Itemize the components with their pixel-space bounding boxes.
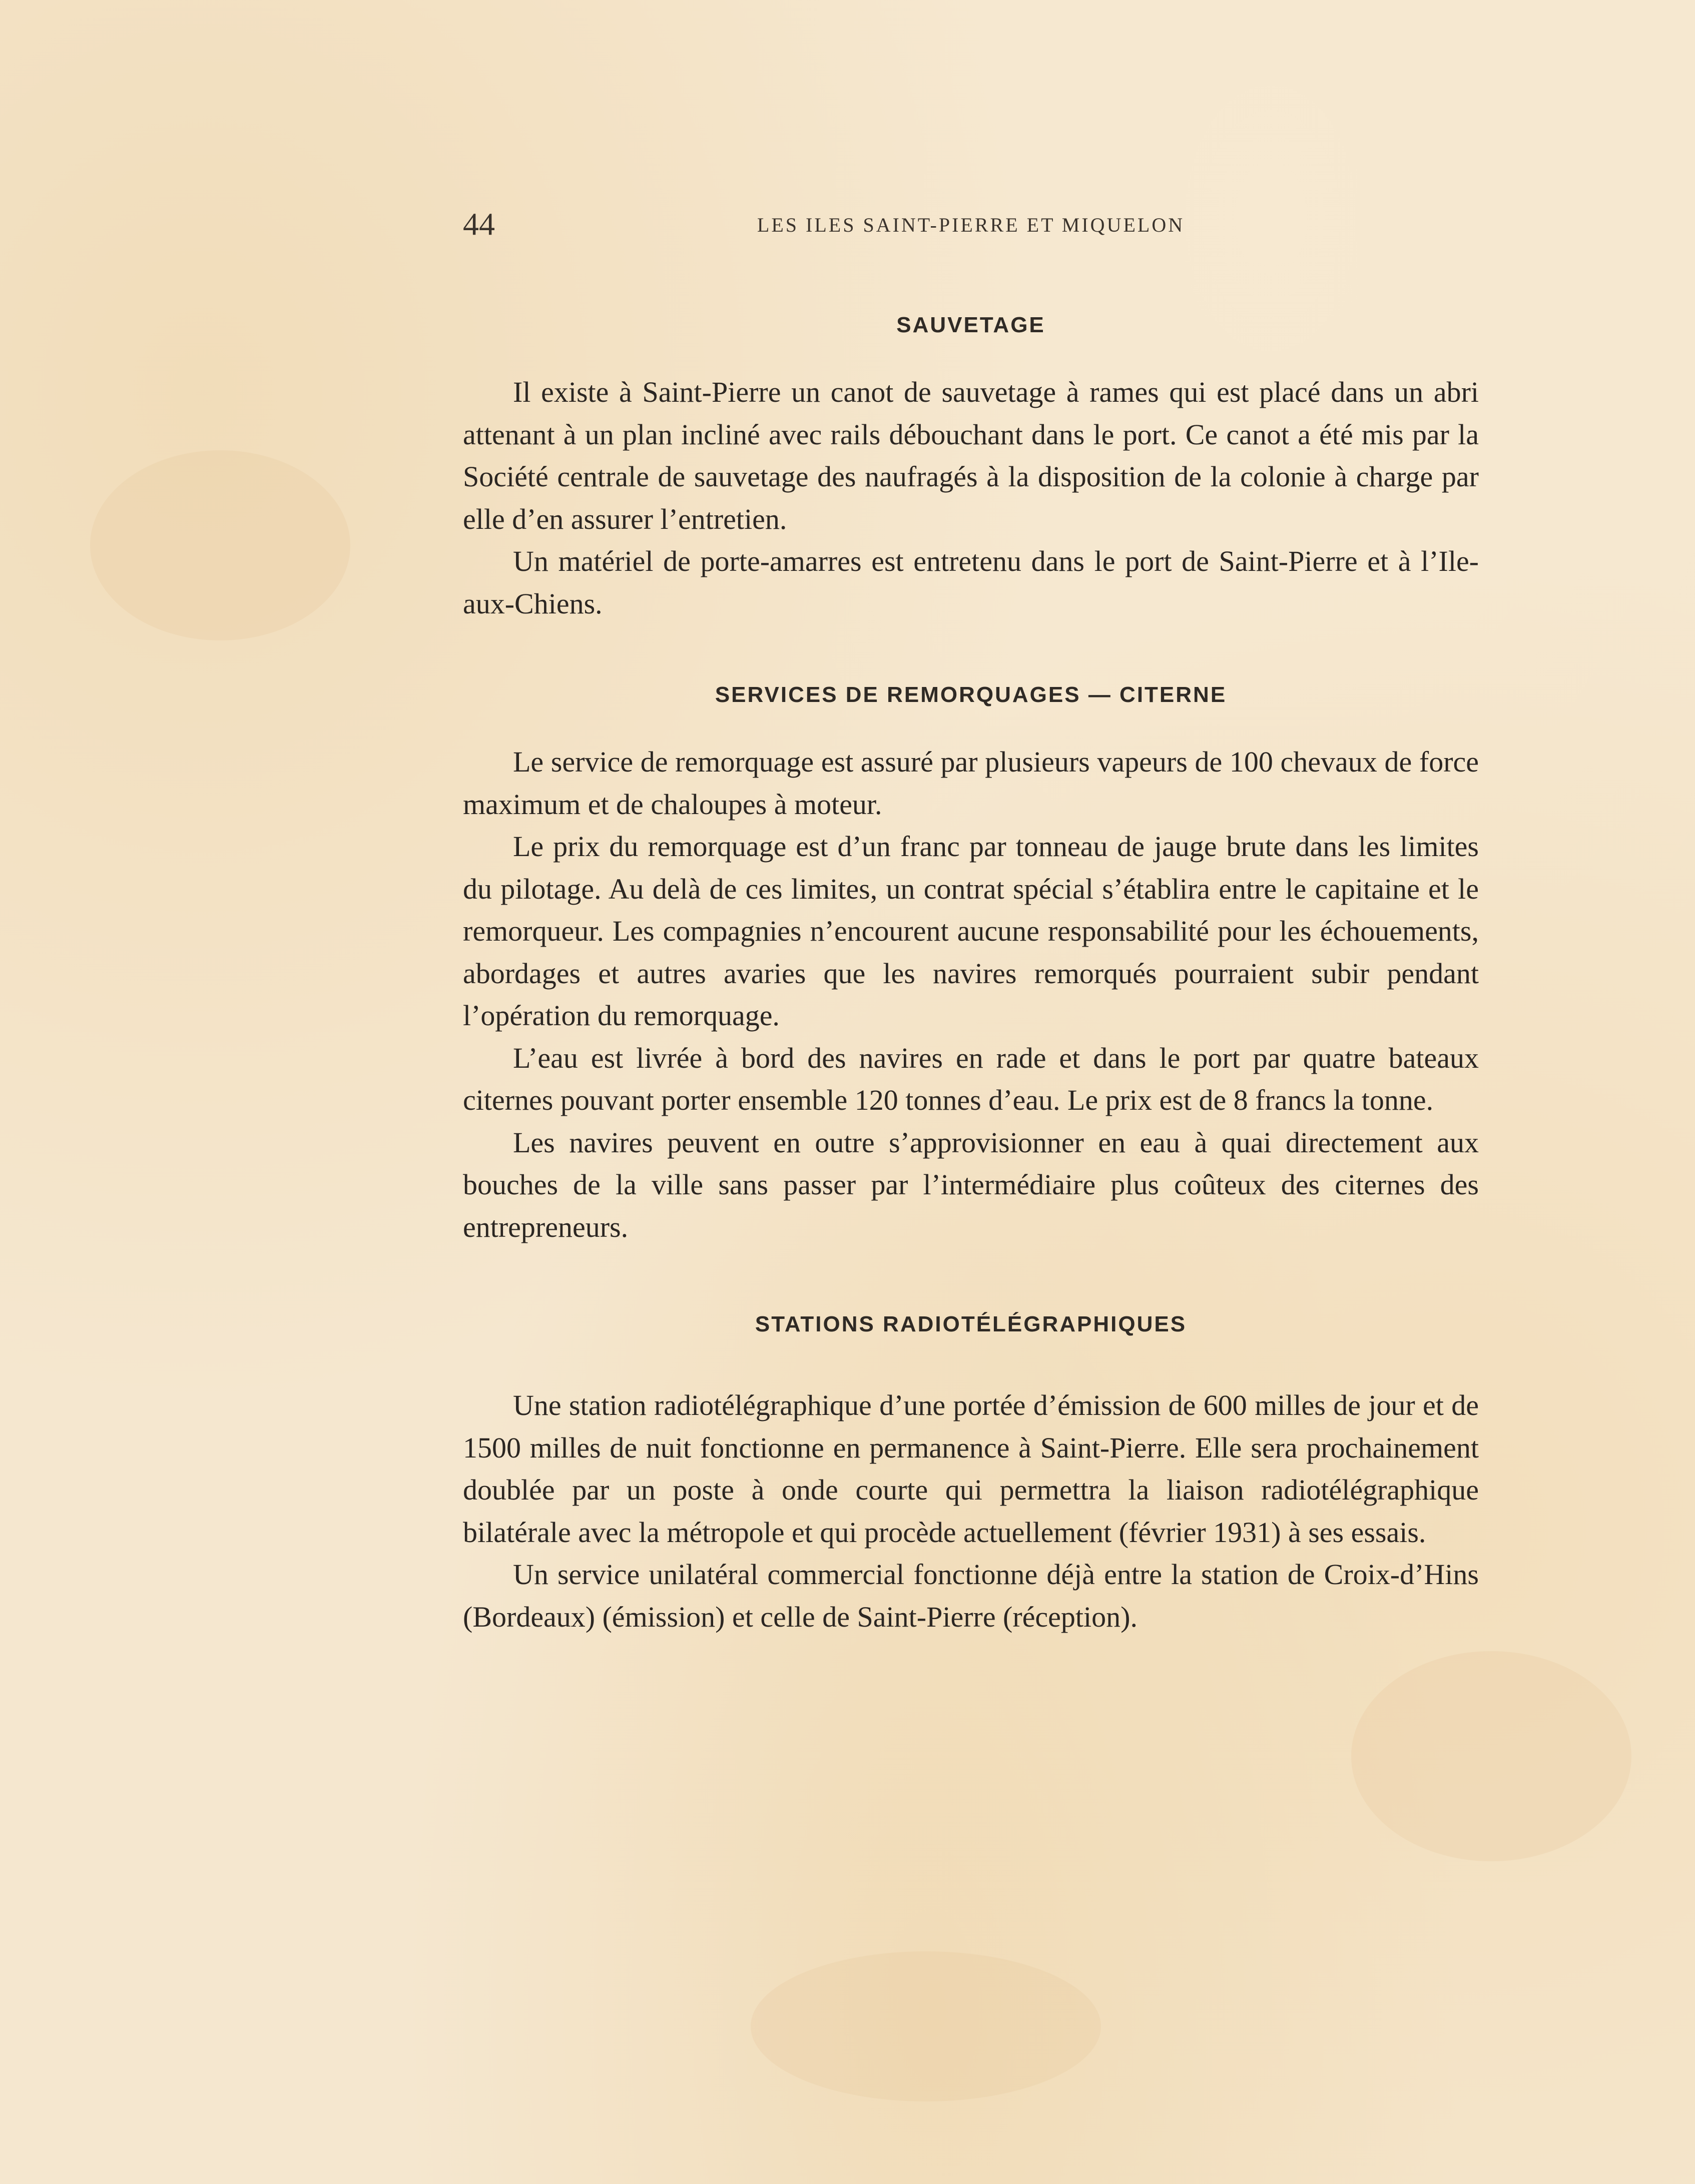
section-remorquages xyxy=(463,675,1479,1248)
section-radiotelegraphie xyxy=(463,1304,1479,1638)
page-header xyxy=(463,204,1479,244)
running-title: LES ILES SAINT-PIERRE ET MIQUELON xyxy=(757,214,1185,236)
paragraph: Un service unilatéral commercial fonctionne déjà entre la station de Croix-d’Hins (Bordeaux) (émission) et celle de Saint-Pierre (réception). xyxy=(463,1558,1479,1633)
section-heading: STATIONS RADIOTÉLÉGRAPHIQUES xyxy=(755,1312,1187,1336)
paragraph: Il existe à Saint-Pierre un canot de sauvetage à rames qui est placé dans un abri attenant à un plan incliné avec rails débouchant dans le port. Ce canot a été mis par la Société centrale de sauvetage des naufragés à la disposition de la colonie à charge par elle d’en assurer l’entretien. xyxy=(463,376,1479,535)
paragraph: Le prix du remorquage est d’un franc par tonneau de jauge brute dans les limites du pilotage. Au delà de ces limites, un contrat spécial s’établira entre le capitaine et le remorqueur. Les compagnies n’encourent aucune responsabilité pour les échouements, abordages et autres avaries que les navires remorqués pourraient subir pendant l’opération du remorquage. xyxy=(463,830,1479,1032)
paragraph: Un matériel de porte-amarres est entretenu dans le port de Saint-Pierre et à l’Ile-aux-Chiens. xyxy=(463,545,1479,620)
paragraph: L’eau est livrée à bord des navires en rade et dans le port par quatre bateaux citernes pouvant porter ensemble 120 tonnes d’eau. Le prix est de 8 francs la tonne. xyxy=(463,1041,1479,1116)
page-number: 44 xyxy=(463,206,495,242)
paragraph: Le service de remorquage est assuré par plusieurs vapeurs de 100 chevaux de force maximum et de chaloupes à moteur. xyxy=(463,746,1479,821)
section-sauvetage xyxy=(463,305,1479,625)
paragraph: Les navires peuvent en outre s’approvisionner en eau à quai directement aux bouches de la ville sans passer par l’intermédiaire plus coûteux des citernes des entrepreneurs. xyxy=(463,1126,1479,1243)
page-body xyxy=(463,305,1479,1638)
paper-stain xyxy=(751,1951,1101,2101)
paper-stain xyxy=(1351,1651,1631,1861)
section-heading: SERVICES DE REMORQUAGES — CITERNE xyxy=(715,682,1227,707)
section-heading: SAUVETAGE xyxy=(896,313,1045,337)
paragraph: Une station radiotélégraphique d’une portée d’émission de 600 milles de jour et de 1500 milles de nuit fonctionne en permanence à Saint-Pierre. Elle sera prochainement doublée par un poste à onde courte qui permettra la liaison radiotélégraphique bilatérale avec la métropole et qui procède actuellement (février 1931) à ses essais. xyxy=(463,1389,1479,1549)
paper-stain xyxy=(90,450,350,640)
